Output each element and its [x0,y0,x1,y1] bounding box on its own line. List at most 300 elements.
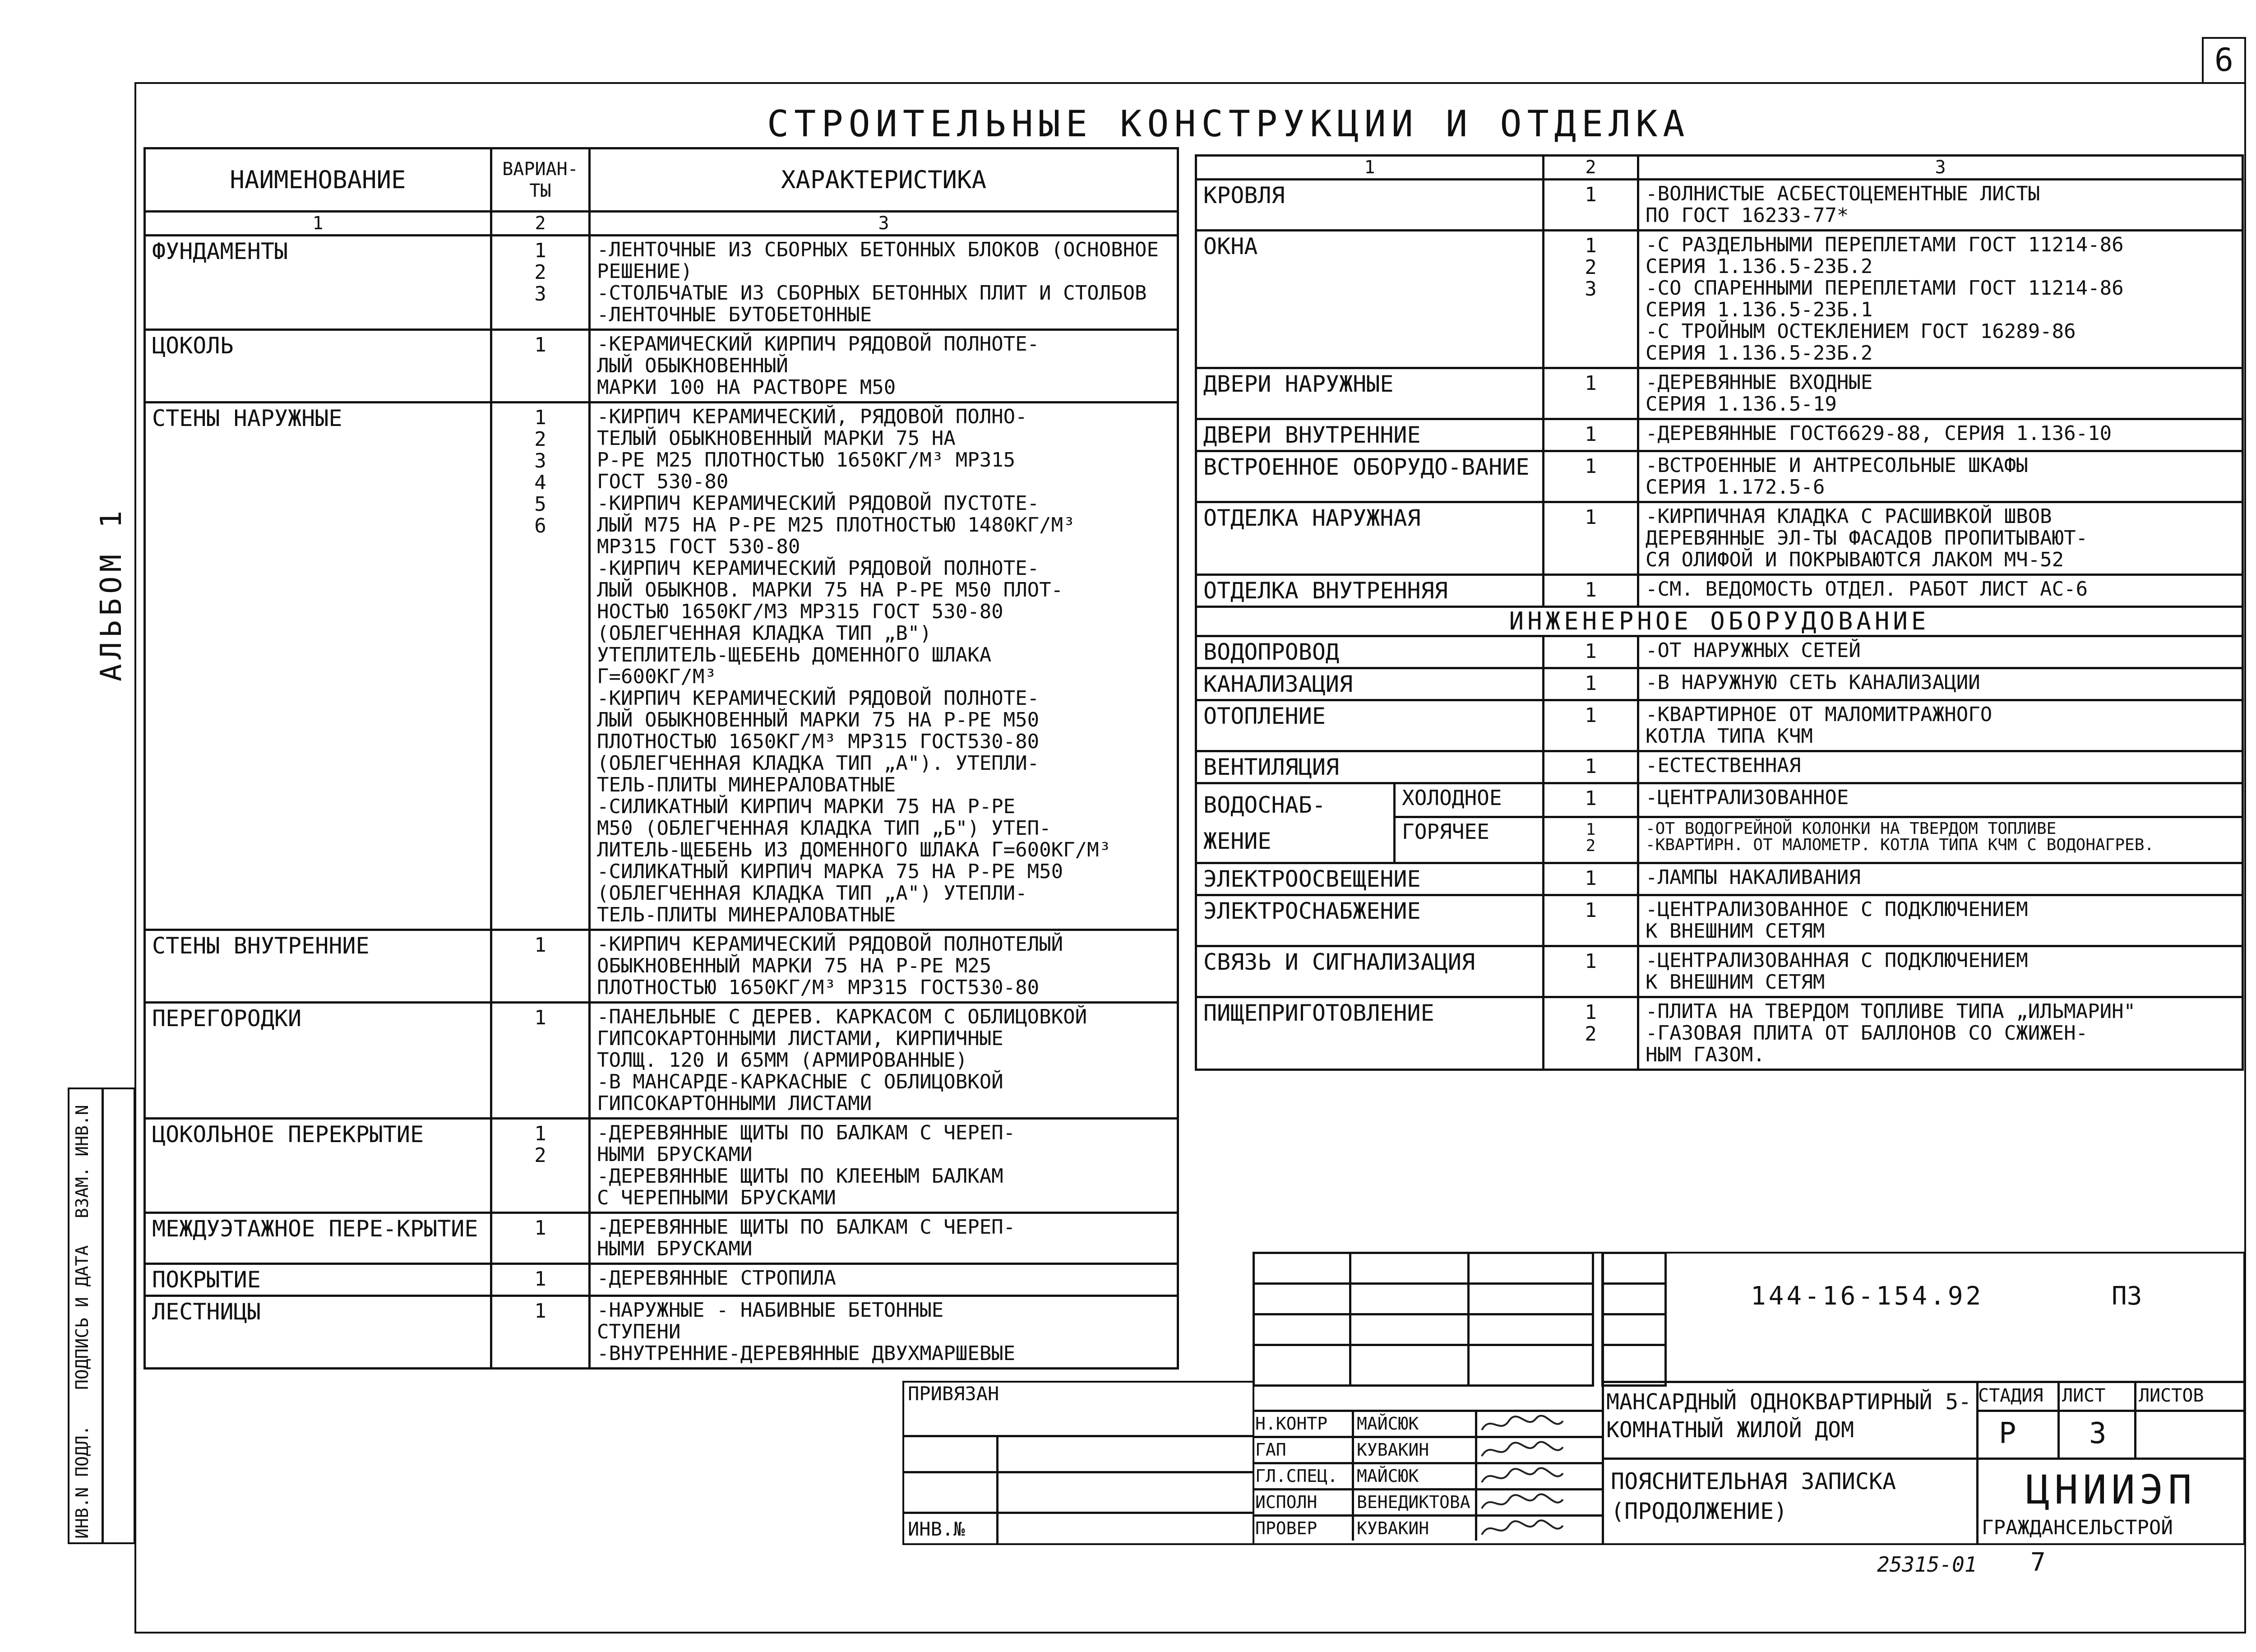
doc-title: ПОЯСНИТЕЛЬНАЯ ЗАПИСКА (ПРОДОЛЖЕНИЕ) [1611,1468,1896,1524]
right-table [1195,154,2244,1071]
row-variants [1544,368,1638,419]
variant-number: 1 [1585,755,1597,778]
signature [1477,1517,1599,1541]
table-row [1196,863,2243,895]
section-title [1196,607,2243,636]
characteristic-line: (ОБЛЕГЧЕННАЯ КЛАДКА ТИП „А"). УТЕПЛИ- [597,752,1040,775]
characteristic-line: МР315 ГОСТ 530-80 [597,535,800,558]
row-name [1196,668,1544,700]
row-characteristic [590,1119,1178,1213]
variant-number: 4 [534,471,546,494]
characteristic-line: -ОТ ВОДОГРЕЙНОЙ КОЛОНКИ НА ТВЕРДОМ ТОПЛИВЕ [1646,819,2057,838]
characteristic-line: ОБЫКНОВЕННЫЙ МАРКИ 75 НА Р-РЕ М25 [597,954,992,977]
row-characteristic [1638,575,2243,607]
variant-number: 1 [1585,1001,1597,1024]
table-row [1196,946,2243,997]
table-row [145,1119,1178,1213]
row-characteristic [1638,636,2243,668]
stamp-role-row [1253,1488,1603,1514]
privyazan-hline2 [902,1471,1254,1473]
table-row [145,930,1178,1003]
privyazan-vline [996,1435,999,1545]
role-person: КУВАКИН [1354,1517,1477,1541]
row-name-text: ЦОКОЛЬНОЕ ПЕРЕКРЫТИЕ [152,1121,424,1148]
table-row [145,403,1178,930]
characteristic-line: -СИЛИКАТНЫЙ КИРПИЧ МАРКИ 75 НА Р-РЕ [597,795,1016,818]
org-name: ЦНИИЭП [2026,1467,2196,1513]
characteristic-line: -НАРУЖНЫЕ - НАБИВНЫЕ БЕТОННЫЕ [597,1299,944,1322]
characteristic-line: -ЦЕНТРАЛИЗОВАННАЯ С ПОДКЛЮЧЕНИЕМ [1646,949,2028,972]
row-name [145,1213,491,1264]
col-header-variants-text: ВАРИАН-ТЫ [502,158,578,201]
row-characteristic [1638,895,2243,946]
row-name [145,1264,491,1296]
stamp-role-row [1253,1462,1603,1488]
characteristic-line: -ВСТРОЕННЫЕ И АНТРЕСОЛЬНЫЕ ШКАФЫ [1646,454,2028,477]
characteristic-line: НЫМИ БРУСКАМИ [597,1237,753,1260]
row-name [1196,997,1544,1070]
characteristic-line: ЛЫЙ ОБЫКНОВЕННЫЙ [597,354,788,377]
row-variants [1544,895,1638,946]
project-title-text: МАНСАРДНЫЙ ОДНОКВАРТИРНЫЙ 5-КОМНАТНЫЙ ЖИЛОЙ ДОМ [1606,1389,1972,1443]
table-row [145,1003,1178,1119]
characteristic-line: ГИПСОКАРТОННЫМИ ЛИСТАМИ [597,1092,872,1115]
col-header-name-text: НАИМЕНОВАНИЕ [230,165,406,194]
role-person: КУВАКИН [1354,1438,1477,1462]
characteristic-line: ДЕРЕВЯННЫЕ ЭЛ-ТЫ ФАСАДОВ ПРОПИТЫВАЮТ- [1646,527,2088,550]
row-name-text: ЭЛЕКТРОСНАБЖЕНИЕ [1203,898,1421,924]
characteristic-line: -ЛАМПЫ НАКАЛИВАНИЯ [1646,866,1861,889]
stamp-role-row [1253,1410,1603,1436]
row-name [1196,575,1544,607]
row-characteristic [1638,668,2243,700]
col-number-text: 2 [1585,157,1596,178]
variant-number: 1 [1585,704,1597,727]
characteristic-line: МАРКИ 100 НА РАСТВОРЕ М50 [597,376,896,399]
variant-number: 1 [1586,820,1596,839]
row-name-text: ЦОКОЛЬ [152,333,234,359]
row-name [145,330,491,403]
characteristic-line: К ВНЕШНИМ СЕТЯМ [1646,920,1825,943]
row-characteristic [590,1264,1178,1296]
table-row [1196,783,2243,817]
characteristic-line: -В МАНСАРДЕ-КАРКАСНЫЕ С ОБЛИЦОВКОЙ [597,1070,1003,1093]
col-number-text: 3 [1935,157,1946,178]
characteristic-line: ПЛОТНОСТЬЮ 1650КГ/М³ МР315 ГОСТ530-80 [597,730,1040,753]
row-name-text: СТЕНЫ НАРУЖНЫЕ [152,405,342,431]
characteristic-line: М50 (ОБЛЕГЧЕННАЯ КЛАДКА ТИП „Б") УТЕП- [597,817,1051,840]
characteristic-line: -КВАРТИРН. ОТ МАЛОМЕТР. КОТЛА ТИПА КЧМ С ВОДОНАГРЕВ. [1646,836,2154,855]
characteristic-line: -ПЛИТА НА ТВЕРДОМ ТОПЛИВЕ ТИПА „ИЛЬМАРИН" [1646,1000,2136,1023]
section-title-text: ИНЖЕНЕРНОЕ ОБОРУДОВАНИЕ [1509,607,1930,635]
footer-code: 25315-01 [1877,1552,1977,1577]
stamp-hline2 [1602,1458,2245,1460]
role-label: Н.КОНТР [1253,1412,1354,1436]
row-variants [491,236,590,330]
row-name [1196,863,1544,895]
variant-number: 1 [534,1300,546,1323]
row-variants [1544,575,1638,607]
variant-number: 1 [534,406,546,429]
characteristic-line: С ЧЕРЕПНЫМИ БРУСКАМИ [597,1186,836,1209]
roles-grid [1253,1410,1603,1541]
row-name-text: ОТДЕЛКА НАРУЖНАЯ [1203,505,1421,531]
doc-type: ПЗ [2112,1282,2142,1311]
variant-number: 1 [1585,787,1597,810]
row-name [1196,231,1544,368]
characteristic-line: -ЛЕНТОЧНЫЕ БУТОБЕТОННЫЕ [597,303,872,326]
row-name [1196,751,1544,783]
characteristic-line: -ЦЕНТРАЛИЗОВАННОЕ [1646,786,1849,809]
table-row [1196,575,2243,607]
stamp-role-row [1253,1514,1603,1541]
row-name-text: ПЕРЕГОРОДКИ [152,1005,302,1032]
row-name [145,930,491,1003]
characteristic-line: ТОЛЩ. 120 И 65ММ (АРМИРОВАННЫЕ) [597,1049,968,1072]
characteristic-line: -КИРПИЧНАЯ КЛАДКА С РАСШИВКОЙ ШВОВ [1646,505,2052,528]
table-row [1196,997,2243,1070]
variant-number: 5 [534,493,546,516]
sheets-label: ЛИСТОВ [2139,1385,2204,1406]
col-number-text: 2 [535,213,546,234]
variant-number: 1 [1585,455,1597,478]
characteristic-line: -КЕРАМИЧЕСКИЙ КИРПИЧ РЯДОВОЙ ПОЛНОТЕ- [597,333,1040,356]
album-label: АЛЬБОМ 1 [95,506,128,681]
variant-number: 1 [1585,640,1597,663]
row-variants [1544,419,1638,451]
row-characteristic [1638,700,2243,751]
characteristic-line: -СО СПАРЕННЫМИ ПЕРЕПЛЕТАМИ ГОСТ 11214-86 [1646,277,2124,300]
row-characteristic [1638,451,2243,502]
characteristic-line: -ВОЛНИСТЫЕ АСБЕСТОЦЕМЕНТНЫЕ ЛИСТЫ [1646,182,2040,205]
table-row [1196,180,2243,231]
variant-number: 1 [1585,506,1597,529]
characteristic-line: ЛИТЕЛЬ-ЩЕБЕНЬ ИЗ ДОМЕННОГО ШЛАКА Γ=600КГ/М³ [597,838,1111,861]
characteristic-line: -ДЕРЕВЯННЫЕ ЩИТЫ ПО БАЛКАМ С ЧЕРЕП- [597,1121,1016,1144]
row-characteristic [590,1296,1178,1369]
characteristic-line: ГИПСОКАРТОННЫМИ ЛИСТАМИ, КИРПИЧНЫЕ [597,1027,1003,1050]
row-name [1196,368,1544,419]
row-name-text: ДВЕРИ ВНУТРЕННИЕ [1203,422,1421,448]
row-variants [491,1264,590,1296]
privyazan-hline1 [902,1435,1254,1437]
variant-number: 2 [1586,837,1596,856]
characteristic-line: (ОБЛЕГЧЕННАЯ КЛАДКА ТИП „А") УТЕПЛИ- [597,882,1027,905]
row-name-text: ДВЕРИ НАРУЖНЫЕ [1203,371,1394,397]
row-variants [491,930,590,1003]
cold-variant [1544,783,1638,817]
variant-number: 2 [534,1144,546,1167]
characteristic-line: КОТЛА ТИПА КЧМ [1646,725,1813,748]
col-number-text: 3 [878,213,889,234]
characteristic-line: -ДЕРЕВЯННЫЕ ВХОДНЫЕ [1646,371,1873,394]
role-label: ПРОВЕР [1253,1517,1354,1541]
row-name-text: ВОДОПРОВОД [1203,639,1340,665]
inv-no-label: ИНВ.№ [908,1518,965,1540]
variant-number: 3 [534,449,546,472]
row-characteristic [590,1003,1178,1119]
row-name [1196,946,1544,997]
variant-number: 1 [1585,234,1597,257]
row-name [1196,180,1544,231]
stage-value: Р [1999,1417,2016,1450]
characteristic-line: ТЕЛЬ-ПЛИТЫ МИНЕРАЛОВАТНЫЕ [597,773,896,796]
row-name-text: ВСТРОЕННОЕ ОБОРУДО-ВАНИЕ [1203,454,1530,480]
role-label: ГЛ.СПЕЦ. [1253,1464,1354,1488]
table-row [145,1264,1178,1296]
characteristic-line: ТЕЛЬ-ПЛИТЫ МИНЕРАЛОВАТНЫЕ [597,903,896,926]
row-variants [1544,668,1638,700]
characteristic-line: УТЕПЛИТЕЛЬ-ЩЕБЕНЬ ДОМЕННОГО ШЛАКА [597,643,992,666]
variant-number: 2 [1585,1023,1597,1046]
row-name-text: ЭЛЕКТРООСВЕЩЕНИЕ [1203,866,1421,892]
col-header-characteristic [590,148,1178,212]
row-name [145,403,491,930]
row-characteristic [1638,368,2243,419]
row-characteristic [1638,946,2243,997]
side-podpis: ПОДПИСЬ И ДАТА [72,1245,92,1390]
variant-number: 3 [534,282,546,305]
stage-hline [1976,1410,2245,1412]
row-characteristic [1638,751,2243,783]
characteristic-line: НЫМИ БРУСКАМИ [597,1143,753,1166]
table-row [1196,502,2243,575]
col-number [590,212,1178,236]
row-variants [1544,946,1638,997]
row-characteristic [1638,180,2243,231]
characteristic-line: ЛЫЙ ОБЫКНОВЕННЫЙ МАРКИ 75 НА Р-РЕ М50 [597,708,1040,731]
col-number [491,212,590,236]
row-characteristic [1638,502,2243,575]
table-row [1196,700,2243,751]
characteristic-line: Р-РЕ М25 ПЛОТНОСТЬЮ 1650КГ/М³ МР315 [597,449,1016,472]
privyazan-label: ПРИВЯЗАН [908,1383,999,1405]
variant-number: 1 [1585,423,1597,446]
footer-num: 7 [2030,1548,2046,1577]
characteristic-line: -КИРПИЧ КЕРАМИЧЕСКИЙ РЯДОВОЙ ПОЛНОТЕЛЫЙ [597,933,1063,956]
hot-label-text: ГОРЯЧЕЕ [1402,819,1489,844]
table-row [1196,751,2243,783]
row-variants [1544,502,1638,575]
table-row [1196,636,2243,668]
role-person: МАЙСЮК [1354,1412,1477,1436]
characteristic-line: -КИРПИЧ КЕРАМИЧЕСКИЙ, РЯДОВОЙ ПОЛНО- [597,405,1027,428]
characteristic-line: -ГАЗОВАЯ ПЛИТА ОТ БАЛЛОНОВ СО СЖИЖЕН- [1646,1022,2088,1045]
doc-code: 144-16-154.92 [1751,1282,1984,1311]
col-number [1638,156,2243,180]
row-variants [1544,636,1638,668]
role-person: МАЙСЮК [1354,1464,1477,1488]
page-title: СТРОИТЕЛЬНЫЕ КОНСТРУКЦИИ И ОТДЕЛКА [767,103,1690,145]
side-vzam: ВЗАМ. ИНВ.N [72,1105,92,1218]
characteristic-line: ЛЫЙ ОБЫКНОВ. МАРКИ 75 НА Р-РЕ М50 ПЛОТ- [597,578,1063,602]
characteristic-line: -ДЕРЕВЯННЫЕ ЩИТЫ ПО БАЛКАМ С ЧЕРЕП- [597,1216,1016,1239]
left-table [143,147,1179,1370]
variant-number: 1 [534,333,546,356]
characteristic-line: -КИРПИЧ КЕРАМИЧЕСКИЙ РЯДОВОЙ ПОЛНОТЕ- [597,557,1040,580]
col-header-variants [491,148,590,212]
role-label: ГАП [1253,1438,1354,1462]
col-header-characteristic-text: ХАРАКТЕРИСТИКА [781,165,987,194]
characteristic-line: -ЕСТЕСТВЕННАЯ [1646,754,1801,777]
row-name-text: ОКНА [1203,233,1258,259]
variant-number: 3 [1585,278,1597,301]
row-variants [1544,700,1638,751]
row-characteristic [590,236,1178,330]
variant-number: 1 [1585,899,1597,922]
row-name-text: СТЕНЫ ВНУТРЕННИЕ [152,933,370,959]
variant-number: 6 [534,514,546,537]
row-characteristic [1638,997,2243,1070]
row-variants [1544,751,1638,783]
col-number-text: 1 [1364,157,1375,178]
characteristic-line: Γ=600КГ/М³ [597,665,717,688]
row-name-text: СВЯЗЬ И СИГНАЛИЗАЦИЯ [1203,949,1475,975]
side-strip-divider [102,1087,104,1544]
row-name [1196,502,1544,575]
row-characteristic [590,403,1178,930]
characteristic-line: СЕРИЯ 1.136.5-19 [1646,393,1837,416]
characteristic-line: НОСТЬЮ 1650КГ/М3 МР315 ГОСТ 530-80 [597,600,1003,623]
hot-variants [1544,817,1638,863]
characteristic-line: -ДЕРЕВЯННЫЕ ЩИТЫ ПО КЛЕЕНЫМ БАЛКАМ [597,1165,1003,1188]
variant-number: 1 [534,1122,546,1145]
sheet-number: 6 [2214,42,2234,79]
characteristic-line: К ВНЕШНИМ СЕТЯМ [1646,971,1825,994]
row-name [145,1003,491,1119]
row-name [1196,895,1544,946]
stamp-role-row [1253,1436,1603,1462]
sheet-value: 3 [2089,1417,2107,1450]
row-name [1196,636,1544,668]
characteristic-line: (ОБЛЕГЧЕННАЯ КЛАДКА ТИП „В") [597,622,932,645]
row-variants [491,330,590,403]
characteristic-line: ТЕЛЫЙ ОБЫКНОВЕННЫЙ МАРКИ 75 НА [597,427,956,450]
row-characteristic [590,1213,1178,1264]
row-variants [491,1003,590,1119]
characteristic-line: -СИЛИКАТНЫЙ КИРПИЧ МАРКА 75 НА Р-РЕ М50 [597,860,1063,883]
row-characteristic [1638,419,2243,451]
row-name [1196,419,1544,451]
row-name-text: ОТДЕЛКА ВНУТРЕННЯЯ [1203,578,1448,604]
characteristic-line: СЯ ОЛИФОЙ И ПОКРЫВАЮТСЯ ЛАКОМ МЧ-52 [1646,548,2064,571]
variant-number: 2 [534,261,546,284]
table-row [1196,419,2243,451]
characteristic-line: ГОСТ 530-80 [597,470,729,493]
characteristic-line: СЕРИЯ 1.172.5-6 [1646,476,1825,499]
variant-number: 2 [534,428,546,451]
characteristic-line: -ВНУТРЕННИЕ-ДЕРЕВЯННЫЕ ДВУХМАРШЕВЫЕ [597,1342,1016,1365]
cold-label [1395,783,1544,817]
sheet-vline [2057,1381,2060,1458]
row-variants [491,1119,590,1213]
variant-number: 1 [534,1006,546,1029]
sheets-vline [2134,1381,2136,1458]
characteristic-line: СТУПЕНИ [597,1320,681,1343]
org-vline [1976,1458,1979,1545]
cold-label-text: ХОЛОДНОЕ [1402,786,1502,810]
variant-number: 1 [534,934,546,957]
stage-label: СТАДИЯ [1978,1385,2043,1406]
variant-number: 1 [1585,183,1597,206]
table-row [145,330,1178,403]
row-variants [1544,231,1638,368]
row-name [145,1296,491,1369]
characteristic-line: -ПАНЕЛЬНЫЕ С ДЕРЕВ. КАРКАСОМ С ОБЛИЦОВКОЙ [597,1005,1087,1028]
signature [1477,1490,1599,1514]
table-row [1196,231,2243,368]
role-person: ВЕНЕДИКТОВА [1354,1490,1477,1514]
characteristic-line: НЫМ ГАЗОМ. [1646,1043,1765,1066]
privyazan-hline3 [902,1512,1254,1514]
characteristic-line: -С ТРОЙНЫМ ОСТЕКЛЕНИЕМ ГОСТ 16289-86 [1646,320,2076,343]
table-row [145,236,1178,330]
characteristic-line: -ЦЕНТРАЛИЗОВАННОЕ С ПОДКЛЮЧЕНИЕМ [1646,898,2028,921]
variant-number: 2 [1585,256,1597,279]
col-header-name [145,148,491,212]
row-variants [1544,863,1638,895]
row-name-text: ОТОПЛЕНИЕ [1203,703,1326,729]
characteristic-line: -С РАЗДЕЛЬНЫМИ ПЕРЕПЛЕТАМИ ГОСТ 11214-86 [1646,233,2124,256]
variant-number: 1 [1585,578,1597,602]
variant-number: 1 [534,1268,546,1291]
row-name [145,236,491,330]
row-name [1196,451,1544,502]
org-sub: ГРАЖДАНСЕЛЬСТРОЙ [1982,1516,2173,1539]
row-variants [491,1213,590,1264]
characteristic-line: СЕРИЯ 1.136.5-23Б.1 [1646,298,1873,321]
stamp-grid-top [1253,1252,1667,1387]
characteristic-line: ЛЫЙ М75 НА Р-РЕ М25 ПЛОТНОСТЬЮ 1480КГ/М³ [597,514,1075,537]
table-row [1196,668,2243,700]
row-characteristic [1638,863,2243,895]
row-name-text: ВЕНТИЛЯЦИЯ [1203,754,1340,780]
signature [1477,1438,1599,1462]
role-label: ИСПОЛН [1253,1490,1354,1514]
characteristic-line: -СТОЛБЧАТЫЕ ИЗ СБОРНЫХ БЕТОННЫХ ПЛИТ И СТОЛБОВ [597,282,1147,305]
row-name-text: ПИЩЕПРИГОТОВЛЕНИЕ [1203,1000,1434,1026]
row-name-text: ЛЕСТНИЦЫ [152,1299,261,1325]
characteristic-line: -КИРПИЧ КЕРАМИЧЕСКИЙ РЯДОВОЙ ПУСТОТЕ- [597,492,1040,515]
signature [1477,1464,1599,1488]
characteristic-line: ПО ГОСТ 16233-77* [1646,204,1849,227]
table-row [1196,451,2243,502]
sheet-label: ЛИСТ [2062,1385,2106,1406]
table-row [145,1296,1178,1369]
row-name-text: КАНАЛИЗАЦИЯ [1203,671,1353,697]
col-number [1196,156,1544,180]
row-name [1196,700,1544,751]
characteristic-line: -ОТ НАРУЖНЫХ СЕТЕЙ [1646,639,1861,662]
row-name-text: ФУНДАМЕНТЫ [152,238,288,264]
characteristic-line: -СМ. ВЕДОМОСТЬ ОТДЕЛ. РАБОТ ЛИСТ АС-6 [1646,578,2088,601]
col-number [1544,156,1638,180]
signature [1477,1412,1599,1436]
hot-text [1638,817,2243,863]
water-supply-text: ВОДОСНАБ-ЖЕНИЕ [1203,792,1326,854]
row-characteristic [590,930,1178,1003]
characteristic-line: -ДЕРЕВЯННЫЕ ГОСТ6629-88, СЕРИЯ 1.136-10 [1646,422,2112,445]
table-row [1196,368,2243,419]
characteristic-line: -В НАРУЖНУЮ СЕТЬ КАНАЛИЗАЦИИ [1646,671,1980,694]
water-supply-name [1196,783,1395,863]
col-number-text: 1 [312,213,324,234]
variant-number: 1 [1585,372,1597,395]
table-row [145,1213,1178,1264]
row-characteristic [1638,231,2243,368]
row-name-text: ПОКРЫТИЕ [152,1267,261,1293]
characteristic-line: -КИРПИЧ КЕРАМИЧЕСКИЙ РЯДОВОЙ ПОЛНОТЕ- [597,687,1040,710]
